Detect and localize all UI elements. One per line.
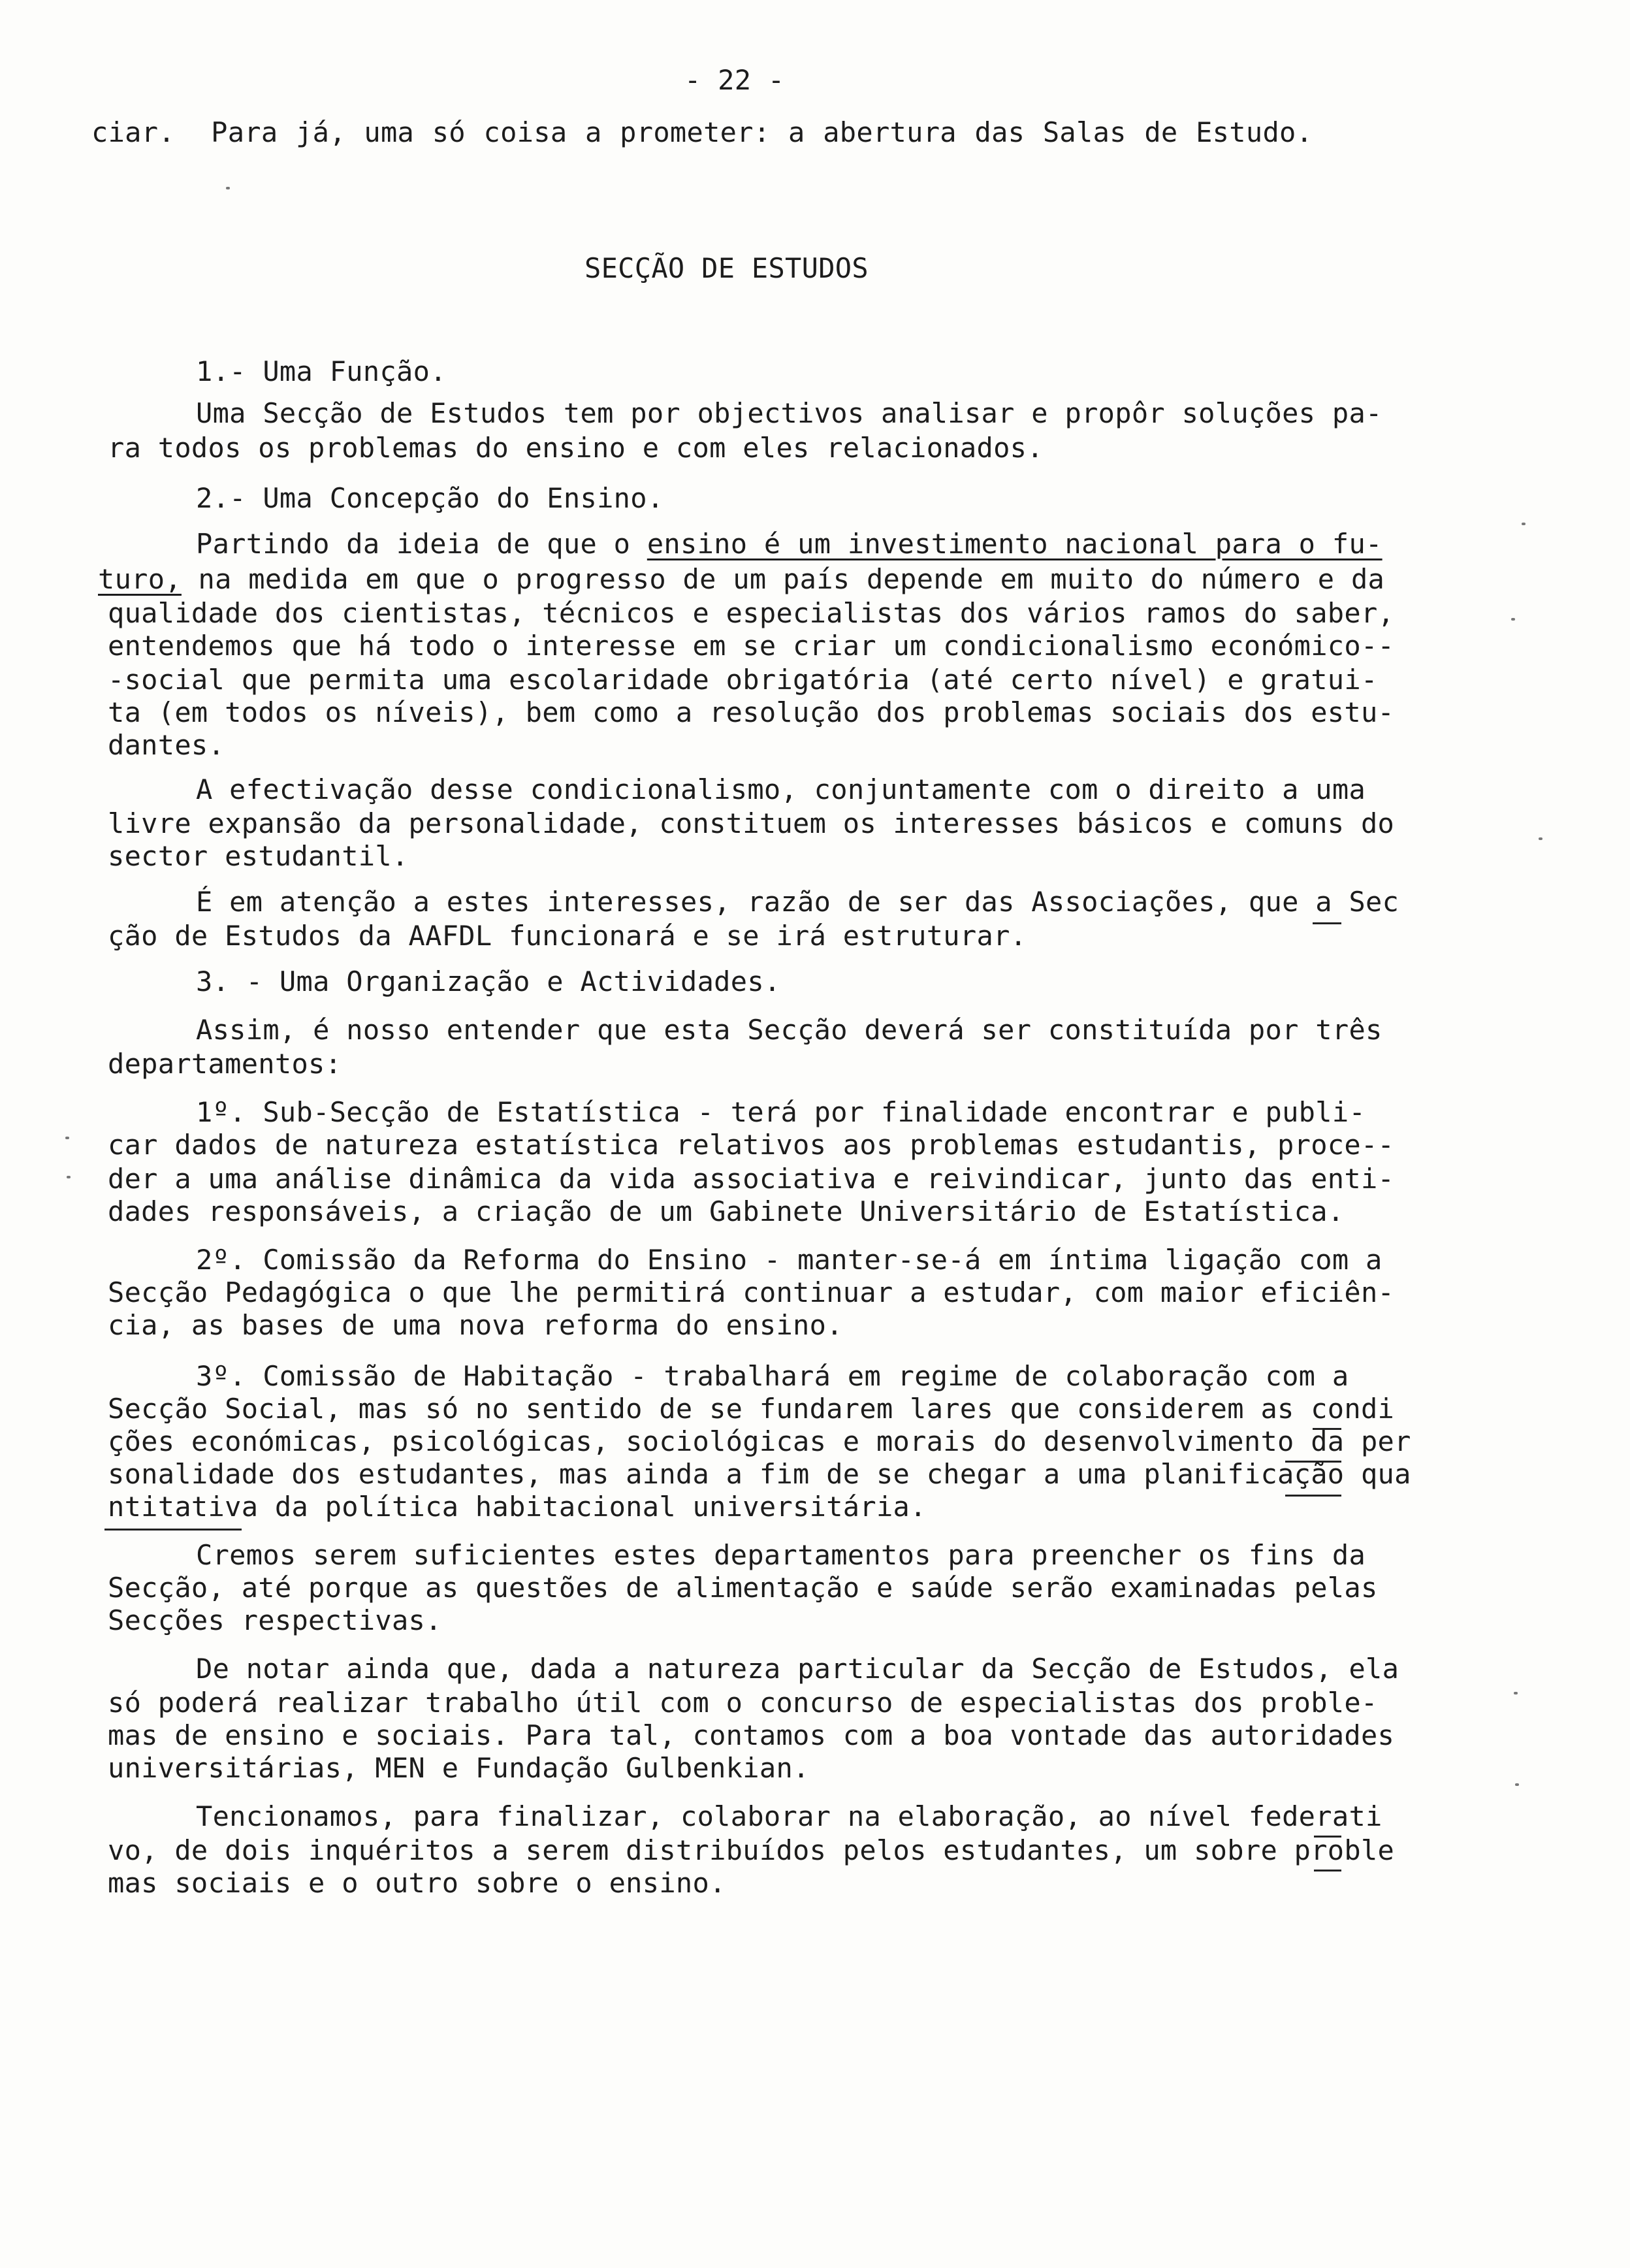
text-line: Secção Pedagógica o que lhe permitirá continuar a estudar, com maior eficiên-	[108, 1276, 1395, 1308]
text-line: cia, as bases de uma nova reforma do ensino.	[108, 1309, 843, 1341]
text-line: der a uma análise dinâmica da vida associativa e reivindicar, junto das enti-	[108, 1163, 1395, 1195]
text-line: vo, de dois inquéritos a serem distribuídos pelos estudantes, um sobre proble	[108, 1834, 1395, 1866]
text-line: ntitativa da política habitacional universitária.	[108, 1491, 927, 1523]
underlined-phrase: turo,	[98, 563, 182, 595]
text-line: -social que permita uma escolaridade obrigatória (até certo nível) e gratui-	[108, 664, 1378, 696]
text-line: dades responsáveis, a criação de um Gabinete Universitário de Estatística.	[108, 1195, 1345, 1227]
text-line: turo, na medida em que o progresso de um país depende em muito do número e da	[98, 563, 1385, 595]
scan-speck	[1511, 618, 1515, 621]
text-line: A efectivação desse condicionalismo, conjuntamente com o direito a uma	[196, 773, 1366, 805]
text-line: ções económicas, psicológicas, sociológicas e morais do desenvolvimento da per	[108, 1425, 1411, 1457]
underline-mark	[104, 1529, 242, 1531]
text-line: departamentos:	[108, 1048, 342, 1080]
text-line: mas de ensino e sociais. Para tal, contamos com a boa vontade das autoridades	[108, 1719, 1395, 1751]
text-line: Assim, é nosso entender que esta Secção deverá ser constituída por três	[196, 1014, 1382, 1046]
scan-speck	[1539, 837, 1542, 840]
text-line: Secções respectivas.	[108, 1604, 442, 1636]
text-line: universitárias, MEN e Fundação Gulbenkian.	[108, 1752, 810, 1784]
text-line: 2º. Comissão da Reforma do Ensino - manter-se-á em íntima ligação com a	[196, 1244, 1382, 1276]
text-line: entendemos que há todo o interesse em se criar um condicionalismo económico--	[108, 630, 1395, 662]
text-line: car dados de natureza estatística relativos aos problemas estudantis, proce--	[108, 1129, 1395, 1161]
text-line: Cremos serem suficientes estes departamentos para preencher os fins da	[196, 1539, 1366, 1571]
scan-speck	[1515, 1783, 1519, 1786]
scan-speck	[67, 1176, 71, 1178]
text-line: ra todos os problemas do ensino e com eles relacionados.	[108, 432, 1044, 464]
text-line: Secção, até porque as questões de alimentação e saúde serão examinadas pelas	[108, 1572, 1378, 1604]
scan-speck	[65, 1137, 69, 1139]
text-line: só poderá realizar trabalho útil com o concurso de especialistas dos proble-	[108, 1687, 1378, 1719]
text-line: É em atenção a estes interesses, razão de ser das Associações, que a Sec	[196, 886, 1399, 918]
text-line: De notar ainda que, dada a natureza particular da Secção de Estudos, ela	[196, 1653, 1399, 1685]
text-line: qualidade dos cientistas, técnicos e especialistas dos vários ramos do saber,	[108, 597, 1395, 629]
text-line: Uma Secção de Estudos tem por objectivos analisar e propôr soluções pa-	[196, 397, 1382, 429]
hyphen-mark	[1285, 1495, 1341, 1497]
section-heading: SECÇÃO DE ESTUDOS	[584, 252, 869, 284]
scan-speck	[226, 187, 230, 189]
subsection-heading: 3. - Uma Organização e Actividades.	[196, 965, 781, 997]
scan-speck	[1522, 523, 1526, 525]
text-line: Secção Social, mas só no sentido de se fundarem lares que considerem as condi	[108, 1393, 1395, 1425]
page-number: - 22 -	[684, 64, 785, 96]
text-line: 1º. Sub-Secção de Estatística - terá por finalidade encontrar e publi-	[196, 1096, 1366, 1128]
text-line: 3º. Comissão de Habitação - trabalhará em regime de colaboração com a	[196, 1360, 1349, 1392]
text-line: sonalidade dos estudantes, mas ainda a fim de se chegar a uma planificação qua	[108, 1458, 1411, 1490]
text-line: sector estudantil.	[108, 840, 409, 872]
text-line: Tencionamos, para finalizar, colaborar na elaboração, ao nível federati	[196, 1800, 1382, 1832]
text-line: mas sociais e o outro sobre o ensino.	[108, 1867, 726, 1899]
hyphen-mark	[1313, 922, 1341, 924]
text-line: ciar. Para já, uma só coisa a prometer: a abertura das Salas de Estudo.	[91, 116, 1313, 148]
text-line: dantes.	[108, 729, 225, 761]
text-line: ção de Estudos da AAFDL funcionará e se irá estruturar.	[108, 920, 1027, 952]
subsection-heading: 2.- Uma Concepção do Ensino.	[196, 482, 664, 514]
text-line: livre expansão da personalidade, constituem os interesses básicos e comuns do	[108, 807, 1395, 839]
hyphen-mark	[1314, 1870, 1341, 1871]
text-line: ta (em todos os níveis), bem como a resolução dos problemas sociais dos estu-	[108, 696, 1395, 728]
text-line: Partindo da ideia de que o ensino é um investimento nacional para o fu-	[196, 528, 1382, 560]
scan-speck	[1514, 1692, 1518, 1694]
underlined-phrase: ensino é um investimento nacional para o fu-	[647, 528, 1382, 560]
subsection-heading: 1.- Uma Função.	[196, 355, 447, 387]
